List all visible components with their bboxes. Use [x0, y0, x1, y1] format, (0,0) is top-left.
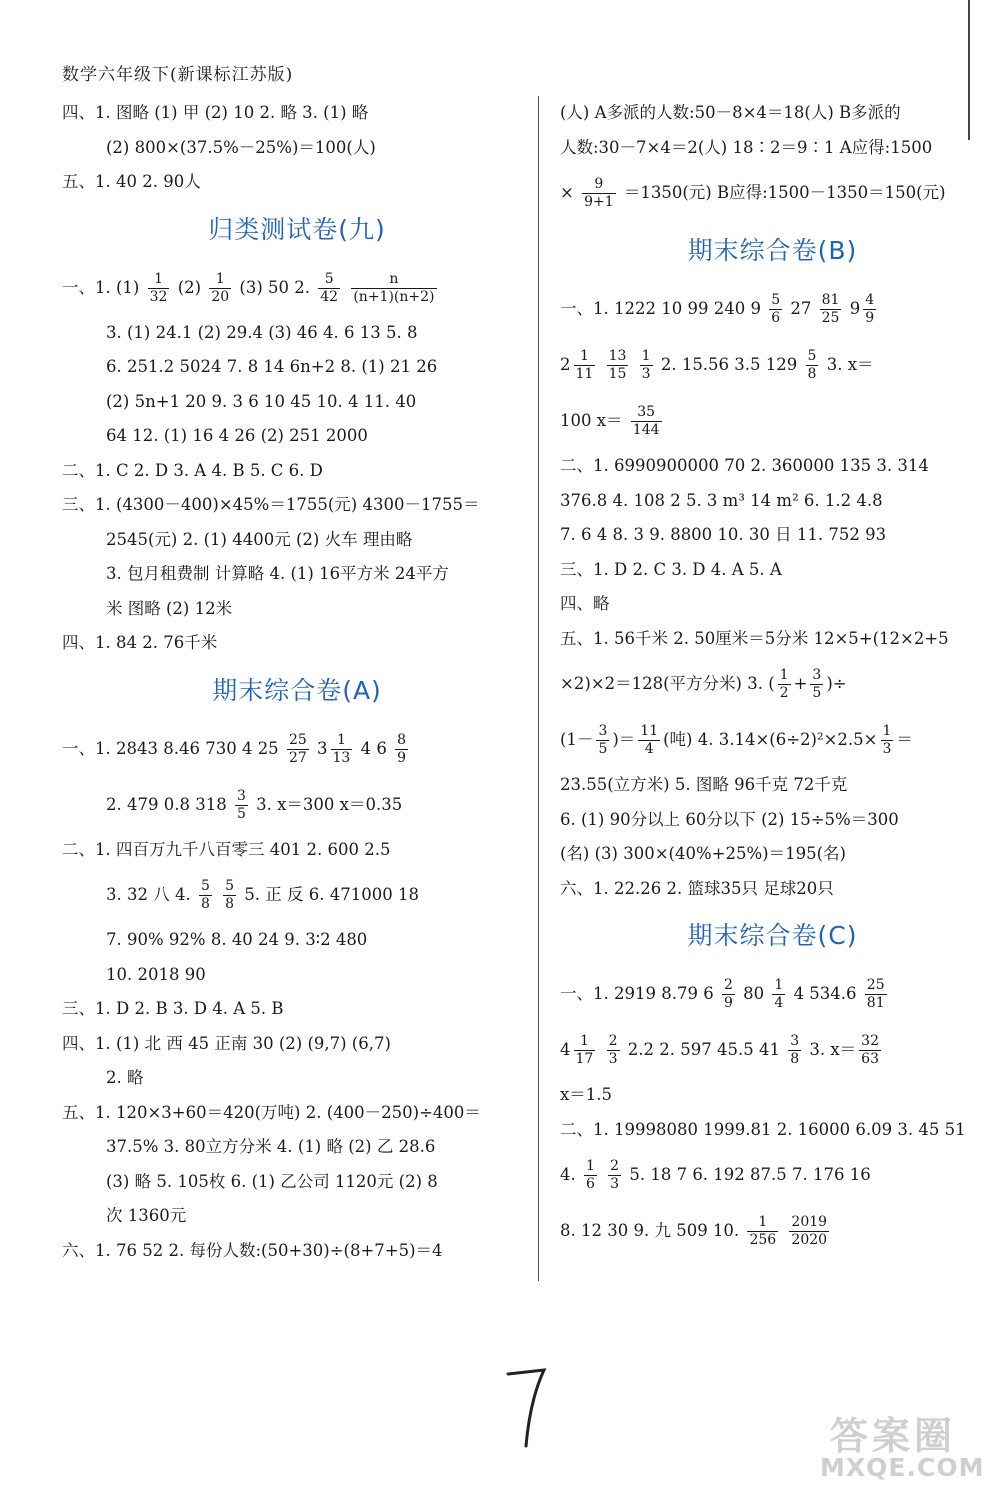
fraction: $\frac{13}{15}$: [608, 348, 627, 382]
fraction: $\frac{81}{25}$: [821, 292, 840, 326]
answer-line: 米 图略 (2) 12米: [106, 598, 233, 618]
answer-line: 6. (1) 90分以上 60分以下 (2) 15÷5%＝300: [560, 809, 899, 829]
answer-line: 一、1. 1222 10 99 240 9 $\frac{5}{6}$ 27 $\frac{81}{25}$ 9 $\frac{4}{9}$: [560, 292, 875, 326]
handwritten-page-number: [500, 1360, 560, 1450]
answer-line: 4. $\frac{1}{6}$ $\frac{2}{3}$ 5. 18 7 6. 192 87.5 7. 176 16: [560, 1158, 871, 1192]
answer-line: 四、1. 图略 (1) 甲 (2) 10 2. 略 3. (1) 略: [62, 103, 369, 122]
fraction: $\frac{25}{81}$: [866, 977, 885, 1011]
fraction: $\frac{11}{4}$: [640, 723, 659, 757]
section-title-a: 期末综合卷(A): [212, 675, 382, 705]
answer-line: x＝1.5: [560, 1085, 613, 1104]
page-header: 数学六年级下(新课标江苏版): [62, 65, 294, 85]
fraction: $\frac{2}{3}$: [608, 1033, 618, 1067]
answer-line: 六、1. 22.26 2. 篮球35只 足球20只: [560, 878, 834, 898]
answer-line: 人数:30－7×4＝2(人) 18∶2＝9∶1 A应得:1500: [560, 137, 933, 157]
fraction: $\frac{1}{2}$: [779, 667, 789, 701]
fraction: $\frac{3}{5}$: [812, 667, 822, 701]
left-column: [62, 96, 532, 1268]
fraction: $\frac{2}{9}$: [723, 977, 733, 1011]
answer-line: 2. 479 0.8 318 $\frac{3}{5}$ 3. x＝300 x＝0.35: [106, 787, 403, 822]
answer-line: 一、1. (1) $\frac{1}{32}$ (2) $\frac{1}{20}$ (3) 50 2. $\frac{5}{42}$ $\frac{n}{(n+1)(n+2)}$: [62, 270, 435, 305]
answer-line: 3. (1) 24.1 (2) 29.4 (3) 46 4. 6 13 5. 8: [106, 322, 418, 342]
fraction: $\frac{5}{42}$: [320, 270, 339, 305]
answer-line: 六、1. 76 52 2. 每份人数:(50+30)÷(8+7+5)＝4: [62, 1240, 443, 1260]
answer-line: 64 12. (1) 16 4 26 (2) 251 2000: [106, 426, 368, 445]
answer-line: 6. 251.2 5024 7. 8 14 6n+2 8. (1) 21 26: [106, 357, 438, 376]
answer-line: 二、1. C 2. D 3. A 4. B 5. C 6. D: [62, 460, 323, 480]
fraction: $\frac{3}{5}$: [598, 723, 608, 757]
answer-line: × $\frac{9}{9+1}$ ＝1350(元) B应得:1500－1350＝150(元): [560, 176, 946, 210]
answer-line: 二、1. 19998080 1999.81 2. 16000 6.09 3. 45 51: [560, 1119, 966, 1139]
fraction: $\frac{n}{(n+1)(n+2)}$: [353, 270, 435, 305]
answer-line: (2) 800×(37.5%－25%)＝100(人): [106, 137, 376, 157]
fraction: $\frac{5}{6}$: [771, 292, 781, 326]
answer-line: 7. 6 4 8. 3 9. 8800 10. 30 日 11. 752 93: [560, 525, 887, 544]
answer-line: 7. 90% 92% 8. 40 24 9. 3∶2 480: [106, 930, 368, 949]
fraction: $\frac{1}{4}$: [774, 977, 784, 1011]
fraction: $\frac{1}{13}$: [332, 731, 351, 766]
fraction: $\frac{4}{9}$: [865, 292, 875, 326]
right-column: [560, 96, 985, 1259]
fraction: $\frac{1}{6}$: [586, 1158, 595, 1192]
fraction: $\frac{1}{3}$: [882, 723, 892, 757]
answer-line: 三、1. D 2. B 3. D 4. A 5. B: [62, 999, 284, 1018]
answer-line: 三、1. (4300－400)×45%＝1755(元) 4300－1755＝: [62, 495, 480, 514]
fraction: $\frac{1}{3}$: [641, 348, 651, 382]
answer-line: 37.5% 3. 80立方分米 4. (1) 略 (2) 乙 28.6: [106, 1137, 436, 1156]
answer-line: (3) 略 5. 105枚 6. (1) 乙公司 1120元 (2) 8: [106, 1171, 438, 1191]
answer-line: 一、1. 2843 8.46 730 4 25 $\frac{25}{27}$ 3 $\frac{1}{13}$ 4 6 $\frac{8}{9}$: [62, 731, 407, 766]
section-title-c: 期末综合卷(C): [687, 921, 858, 950]
fraction: $\frac{35}{144}$: [632, 404, 660, 438]
answer-line: 五、1. 120×3+60＝420(万吨) 2. (400－250)÷400＝: [62, 1102, 481, 1122]
fraction: $\frac{3}{5}$: [236, 787, 246, 822]
watermark-text: 答案圈: [830, 1414, 957, 1458]
fraction: $\frac{2019}{2020}$: [791, 1214, 828, 1248]
answer-line: 一、1. 2919 8.79 6 $\frac{2}{9}$ 80 $\frac{1}{4}$ 4 534.6 $\frac{25}{81}$: [560, 977, 885, 1011]
fraction: $\frac{8}{9}$: [397, 731, 407, 766]
fraction: $\frac{1}{256}$: [749, 1214, 777, 1248]
answer-line: 二、1. 6990900000 70 2. 360000 135 3. 314: [560, 456, 929, 475]
answer-line: (名) (3) 300×(40%+25%)＝195(名): [560, 844, 846, 863]
fraction: $\frac{3}{8}$: [790, 1033, 800, 1067]
fraction: $\frac{9}{9+1}$: [584, 176, 614, 210]
fraction: $\frac{32}{63}$: [861, 1033, 879, 1067]
answer-line: 10. 2018 90: [106, 964, 206, 984]
answer-line: 3. 32 八 4. $\frac{5}{8}$ $\frac{5}{8}$ 5. 正 反 6. 471000 18: [106, 878, 420, 912]
section-title-9: 归类测试卷(九): [208, 214, 386, 244]
answer-line: 四、1. 84 2. 76千米: [62, 633, 218, 652]
answer-line: 五、1. 40 2. 90人: [62, 172, 201, 191]
fraction: $\frac{25}{27}$: [288, 731, 307, 766]
answer-line: 三、1. D 2. C 3. D 4. A 5. A: [560, 559, 782, 579]
answer-line: 4 $\frac{1}{17}$ $\frac{2}{3}$ 2.2 2. 597 45.5 41 $\frac{3}{8}$ 3. x＝ $\frac{32}{63}$: [560, 1033, 879, 1067]
answer-line: 二、1. 四百万九千八百零三 401 2. 600 2.5: [62, 839, 391, 859]
answer-line: 次 1360元: [106, 1206, 187, 1225]
column-divider: [538, 96, 539, 1281]
answer-line: 2. 略: [106, 1068, 144, 1087]
answer-line: (2) 5n+1 20 9. 3 6 10 45 10. 4 11. 40: [106, 391, 417, 411]
fraction: $\frac{5}{8}$: [807, 348, 817, 382]
answer-line: 五、1. 56千米 2. 50厘米＝5分米 12×5+(12×2+5: [560, 628, 949, 648]
answer-line: 23.55(立方米) 5. 图略 96千克 72千克: [560, 775, 848, 794]
answer-line: (人) A多派的人数:50－8×4＝18(人) B多派的: [560, 103, 901, 122]
answer-line: 100 x＝ $\frac{35}{144}$: [560, 404, 660, 438]
answer-line: 3. 包月租费制 计算略 4. (1) 16平方米 24平方: [106, 564, 449, 583]
answer-line: 四、略: [560, 594, 610, 613]
fraction: $\frac{5}{8}$: [225, 878, 235, 912]
answer-line: 376.8 4. 108 2 5. 3 m³ 14 m² 6. 1.2 4.8: [560, 490, 883, 510]
fraction: $\frac{1}{11}$: [575, 348, 594, 382]
fraction: $\frac{5}{8}$: [200, 878, 210, 912]
answer-line: 8. 12 30 9. 九 509 10. $\frac{1}{256}$ $\frac{2019}{2020}$: [560, 1214, 828, 1248]
fraction: $\frac{1}{32}$: [149, 270, 168, 305]
section-title-b: 期末综合卷(B): [687, 236, 858, 265]
answer-line: ×2)×2＝128(平方分米) 3. ( $\frac{1}{2}$ + $\frac{3}{5}$ )÷: [560, 667, 847, 701]
fraction: $\frac{1}{17}$: [575, 1033, 594, 1067]
watermark-url: MXQE.COM: [820, 1453, 985, 1482]
watermark: [820, 1405, 1000, 1487]
answer-line: 2545(元) 2. (1) 4400元 (2) 火车 理由略: [106, 529, 413, 549]
fraction: $\frac{2}{3}$: [610, 1158, 620, 1192]
answer-line: 2 $\frac{1}{11}$ $\frac{13}{15}$ $\frac{1}{3}$ 2. 15.56 3.5 129 $\frac{5}{8}$ 3. x＝: [560, 348, 874, 382]
answer-line: 四、1. (1) 北 西 45 正南 30 (2) (9,7) (6,7): [62, 1033, 391, 1053]
fraction: $\frac{1}{20}$: [211, 270, 230, 305]
answer-line: (1－ $\frac{3}{5}$ )＝ $\frac{11}{4}$ (吨) 4. 3.14×(6÷2)²×2.5× $\frac{1}{3}$ ＝: [560, 723, 913, 757]
